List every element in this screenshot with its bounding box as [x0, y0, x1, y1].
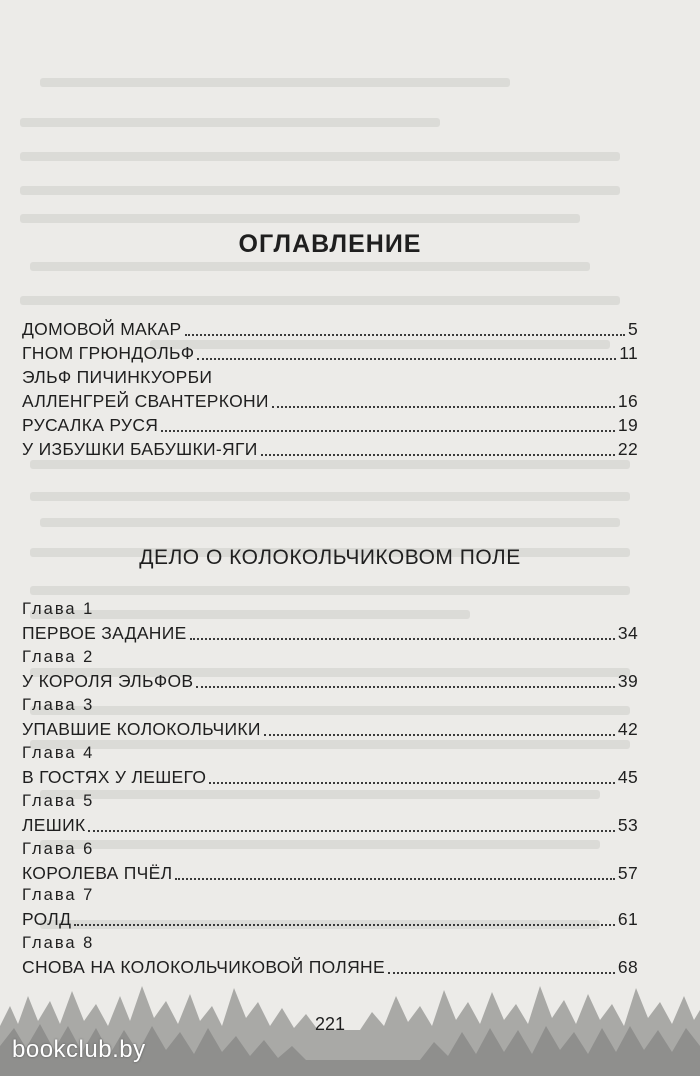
dot-leader	[88, 830, 614, 832]
toc-entry-page: 22	[617, 439, 638, 459]
chapter-page: 53	[617, 815, 638, 835]
dot-leader	[185, 334, 625, 336]
dot-leader	[272, 406, 615, 408]
chapter-title: СНОВА НА КОЛОКОЛЬЧИКОВОЙ ПОЛЯНЕ	[22, 957, 385, 977]
chapter-entry	[22, 764, 638, 788]
chapter-page: 39	[617, 671, 638, 691]
chapter-title: РОЛД	[22, 909, 72, 929]
toc-entry	[22, 340, 638, 364]
toc-entry-page: 11	[619, 343, 638, 363]
chapter-entry	[22, 906, 638, 930]
chapter-label: Глава 8	[22, 934, 95, 952]
chapter-title: ПЕРВОЕ ЗАДАНИЕ	[22, 623, 187, 643]
toc-entry-title: ДОМОВОЙ МАКАР	[22, 319, 182, 339]
toc-entry-title: РУСАЛКА РУСЯ	[22, 415, 159, 435]
toc-entry-title: У ИЗБУШКИ БАБУШКИ-ЯГИ	[22, 439, 258, 459]
toc-entry-page: 19	[617, 415, 638, 435]
page-number: 221	[314, 1014, 346, 1034]
chapter-label: Глава 4	[22, 744, 95, 762]
dot-leader	[264, 734, 615, 736]
toc-title: ОГЛАВЛЕНИЕ	[238, 230, 422, 258]
chapter-title: У КОРОЛЯ ЭЛЬФОВ	[22, 671, 194, 691]
chapter-entry	[22, 860, 638, 884]
chapter-page: 34	[617, 623, 638, 643]
dot-leader	[209, 782, 615, 784]
dot-leader	[196, 686, 615, 688]
watermark: bookclub.by	[12, 1036, 146, 1063]
chapter-label: Глава 5	[22, 792, 95, 810]
toc-entry-page: 5	[627, 319, 638, 339]
toc-entry	[22, 436, 638, 460]
chapter-label: Глава 2	[22, 648, 95, 666]
toc-entry	[22, 412, 638, 436]
chapter-page: 57	[617, 863, 638, 883]
toc-entry	[22, 364, 638, 388]
chapter-label: Глава 7	[22, 886, 95, 904]
toc-entry-title: ЭЛЬФ ПИЧИНКУОРБИ	[22, 367, 213, 387]
chapter-entry	[22, 620, 638, 644]
dot-leader	[175, 878, 615, 880]
dot-leader	[74, 924, 615, 926]
dot-leader	[197, 358, 616, 360]
section-title: ДЕЛО О КОЛОКОЛЬЧИКОВОМ ПОЛЕ	[139, 546, 521, 569]
dot-leader	[190, 638, 615, 640]
chapter-title: ЛЕШИК	[22, 815, 86, 835]
chapter-title: КОРОЛЕВА ПЧЁЛ	[22, 863, 173, 883]
chapter-page: 45	[617, 767, 638, 787]
chapter-page: 61	[617, 909, 638, 929]
dot-leader	[261, 454, 615, 456]
chapter-label: Глава 1	[22, 600, 95, 618]
toc-entry-title: АЛЛЕНГРЕЙ СВАНТЕРКОНИ	[22, 391, 269, 411]
chapter-entry	[22, 716, 638, 740]
toc-entry-title: ГНОМ ГРЮНДОЛЬФ	[22, 343, 195, 363]
dot-leader	[161, 430, 615, 432]
toc-entry-page: 16	[617, 391, 638, 411]
chapter-label: Глава 3	[22, 696, 95, 714]
toc-entry	[22, 316, 638, 340]
chapter-page: 42	[617, 719, 638, 739]
chapter-entry	[22, 812, 638, 836]
toc-entry	[22, 388, 638, 412]
chapter-entry	[22, 668, 638, 692]
chapter-title: УПАВШИЕ КОЛОКОЛЬЧИКИ	[22, 719, 261, 739]
chapter-title: В ГОСТЯХ У ЛЕШЕГО	[22, 767, 207, 787]
chapter-label: Глава 6	[22, 840, 95, 858]
chapter-page: 68	[617, 957, 638, 977]
